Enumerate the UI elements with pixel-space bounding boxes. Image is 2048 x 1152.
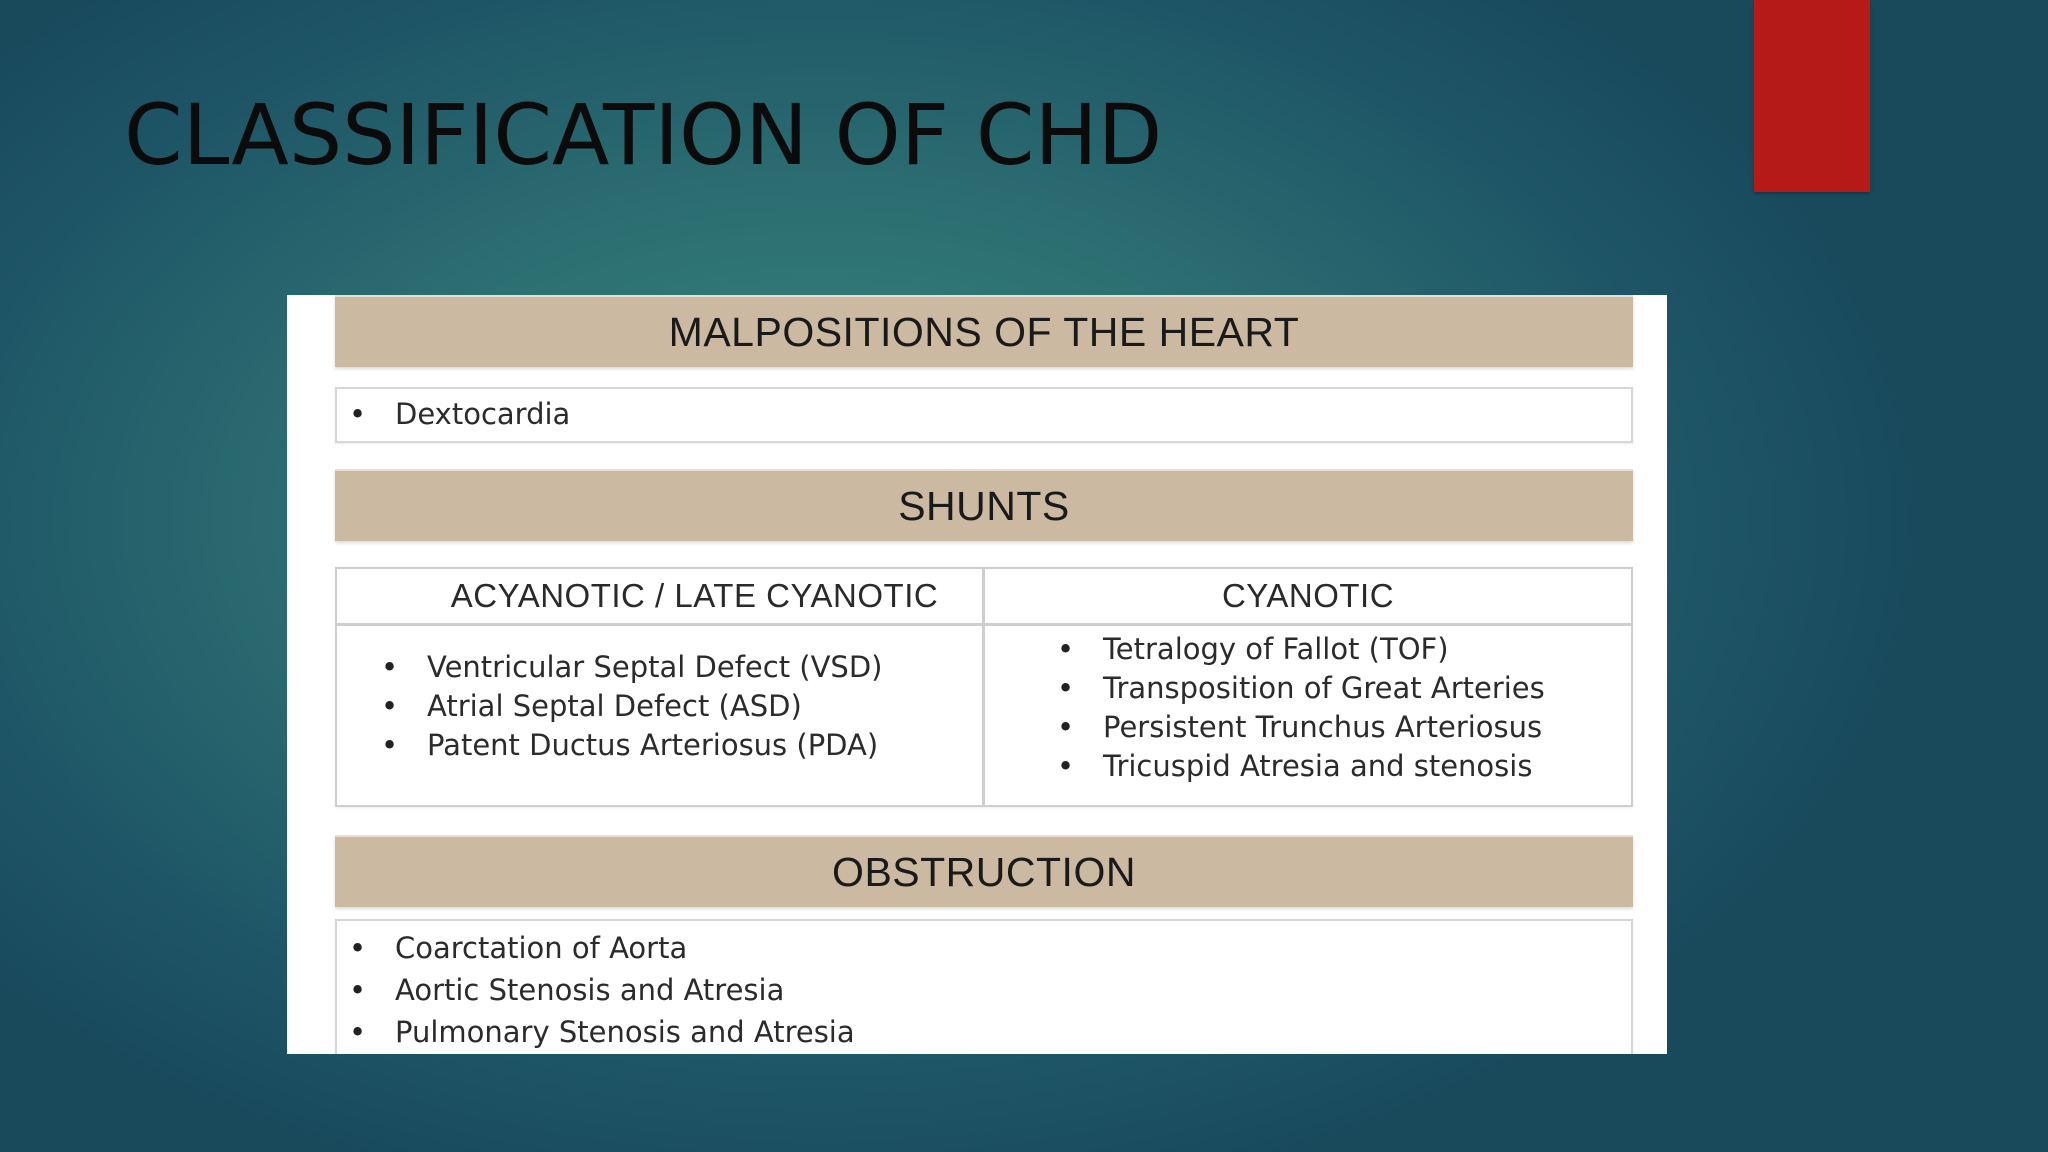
list-item: • Coarctation of Aorta xyxy=(337,927,1631,969)
list-item: • Aortic Stenosis and Atresia xyxy=(337,969,1631,1011)
malpositions-list xyxy=(337,389,1631,431)
list-item: • Tricuspid Atresia and stenosis xyxy=(1045,747,1631,786)
malpositions-header: MALPOSITIONS OF THE HEART xyxy=(335,295,1633,367)
obstruction-list xyxy=(337,921,1631,1053)
cyanotic-column xyxy=(985,569,1631,805)
list-item: • Ventricular Septal Defect (VSD) xyxy=(369,648,982,687)
cyanotic-list xyxy=(985,626,1631,786)
obstruction-header: OBSTRUCTION xyxy=(335,835,1633,907)
acyanotic-column xyxy=(337,569,985,805)
classification-figure xyxy=(287,295,1667,1054)
obstruction-box xyxy=(335,919,1633,1054)
acyanotic-header: ACYANOTIC / LATE CYANOTIC xyxy=(337,569,982,626)
accent-bar xyxy=(1754,0,1870,192)
list-item: • Dextocardia xyxy=(337,397,1631,431)
cyanotic-header: CYANOTIC xyxy=(985,569,1631,626)
list-item: • Patent Ductus Arteriosus (PDA) xyxy=(369,726,982,765)
malpositions-box xyxy=(335,387,1633,443)
slide-title: CLASSIFICATION OF CHD xyxy=(124,86,1163,184)
list-item: • Persistent Trunchus Arteriosus xyxy=(1045,708,1631,747)
acyanotic-list xyxy=(337,626,982,765)
list-item: • Atrial Septal Defect (ASD) xyxy=(369,687,982,726)
list-item: • Tetralogy of Fallot (TOF) xyxy=(1045,630,1631,669)
list-item: • Transposition of Great Arteries xyxy=(1045,669,1631,708)
shunts-header: SHUNTS xyxy=(335,469,1633,541)
shunts-table xyxy=(335,567,1633,807)
list-item: • Pulmonary Stenosis and Atresia xyxy=(337,1011,1631,1053)
